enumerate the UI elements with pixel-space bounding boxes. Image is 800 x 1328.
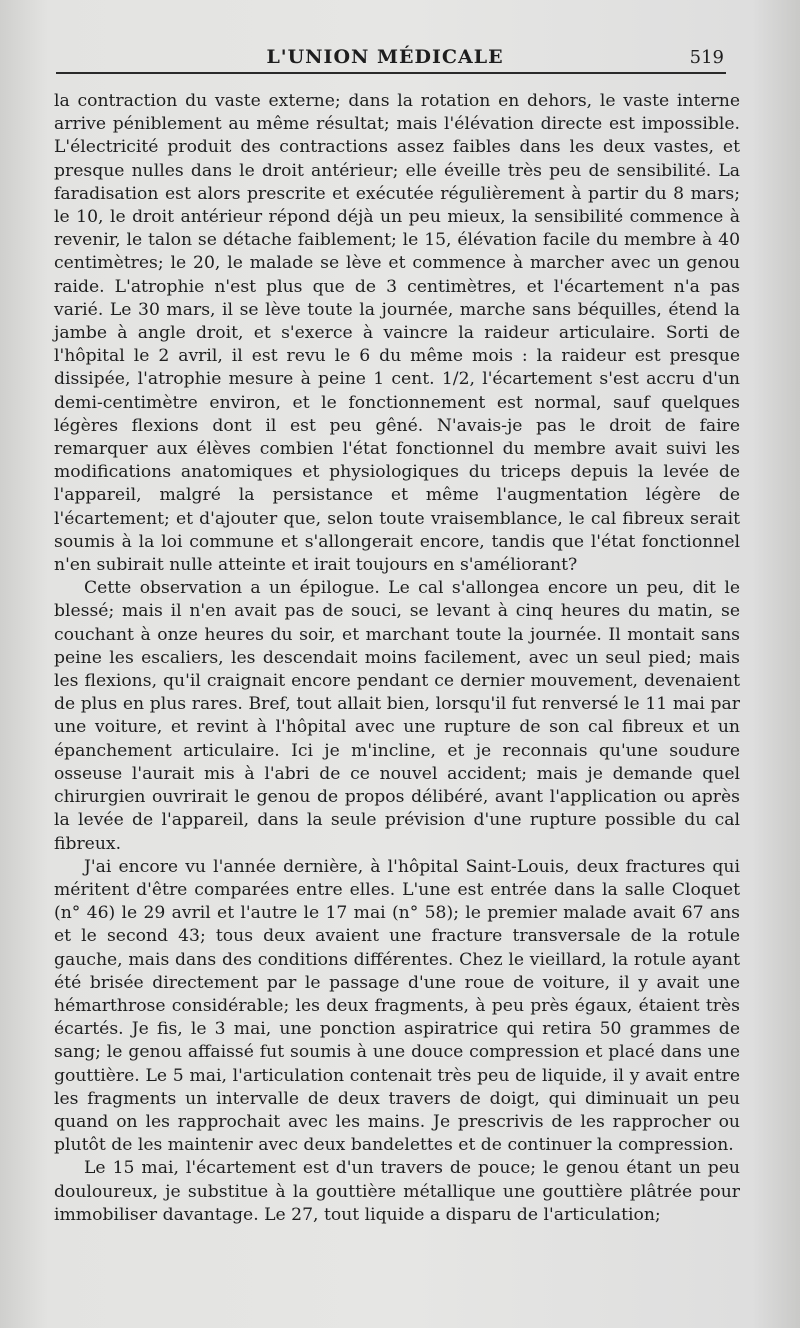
header-rule	[56, 72, 726, 74]
paragraph: la contraction du vaste externe; dans la rotation en dehors, le vaste interne arrive péniblement au même résultat; mais l'élévation directe est impossible. L'électricité produit des contractions assez faibles dans les deux vastes, et presque nulles dans le droit antérieur; elle éveille très peu de sensibilité. La faradisation est alors prescrite et exécutée régulièrement à partir du 8 mars; le 10, le droit antérieur répond déjà un peu mieux, la sensibilité commence à revenir, le talon se détache faiblement; le 15, élévation facile du membre à 40 centimètres; le 20, le malade se lève et commence à marcher avec un genou raide. L'atrophie n'est plus que de 3 centimètres, et l'écartement n'a pas varié. Le 30 mars, il se lève toute la journée, marche sans béquilles, étend la jambe à angle droit, et s'exerce à vaincre la raideur articulaire. Sorti de l'hôpital le 2 avril, il est revu le 6 du même mois : la raideur est presque dissipée, l'atrophie mesure à peine 1 cent. 1/2, l'écartement s'est accru d'un demi-centimètre environ, et le fonctionnement est normal, sauf quelques légères flexions dont il est peu gêné. N'avais-je pas le droit de faire remarquer aux élèves combien l'état fonctionnel du membre avait suivi les modifications anatomiques et physiologiques du triceps depuis la levée de l'appareil, malgré la persistance et même l'augmentation légère de l'écartement; et d'ajouter que, selon toute vraisemblance, le cal fibreux serait soumis à la loi commune et s'allongerait encore, tandis que l'état fonctionnel n'en subirait nulle atteinte et irait toujours en s'améliorant?	[54, 91, 740, 576]
paragraph: Le 15 mai, l'écartement est d'un travers de pouce; le genou étant un peu douloureux, je substitue à la gouttière métallique une gouttière plâtrée pour immobiliser davantage. Le 27, tout liquide a disparu de l'articulation;	[54, 1158, 740, 1225]
paragraph: Cette observation a un épilogue. Le cal s'allongea encore un peu, dit le blessé; mais il n'en avait pas de souci, se levant à cinq heures du matin, se couchant à onze heures du soir, et marchant toute la journée. Il montait sans peine les escaliers, les descendait moins facilement, avec un seul pied; mais les flexions, qu'il craignait encore pendant ce dernier mouvement, devenaient de plus en plus rares. Bref, tout allait bien, lorsqu'il fut renversé le 11 mai par une voiture, et revint à l'hôpital avec une rupture de son cal fibreux et un épanchement articulaire. Ici je m'incline, et je reconnais qu'une soudure osseuse l'aurait mis à l'abri de ce nouvel accident; mais je demande quel chirurgien ouvrirait le genou de propos délibéré, avant l'application ou après la levée de l'appareil, dans la seule prévision d'une rupture possible du cal fibreux.	[54, 578, 740, 854]
page-header	[0, 40, 800, 76]
paragraph: J'ai encore vu l'année dernière, à l'hôpital Saint-Louis, deux fractures qui méritent d'être comparées entre elles. L'une est entrée dans la salle Cloquet (n° 46) le 29 avril et l'autre le 17 mai (n° 58); le premier malade avait 67 ans et le second 43; tous deux avaient une fracture transversale de la rotule gauche, mais dans des conditions différentes. Chez le vieillard, la rotule ayant été brisée directement par le passage d'une roue de voiture, il y avait une hémarthrose considérable; les deux fragments, à peu près égaux, étaient très écartés. Je fis, le 3 mai, une ponction aspiratrice qui retira 50 grammes de sang; le genou affaissé fut soumis à une douce compression et placé dans une gouttière. Le 5 mai, l'articulation contenait très peu de liquide, il y avait entre les fragments un intervalle de deux travers de doigt, qui diminuait un peu quand on les rapprochait avec les mains. Je prescrivis de les rapprocher ou plutôt de les maintenir avec deux bandelettes et de continuer la compression.	[54, 856, 740, 1156]
body-text	[54, 90, 740, 1227]
page-number: 519	[689, 47, 724, 68]
running-title: L'UNION MÉDICALE	[266, 46, 504, 68]
